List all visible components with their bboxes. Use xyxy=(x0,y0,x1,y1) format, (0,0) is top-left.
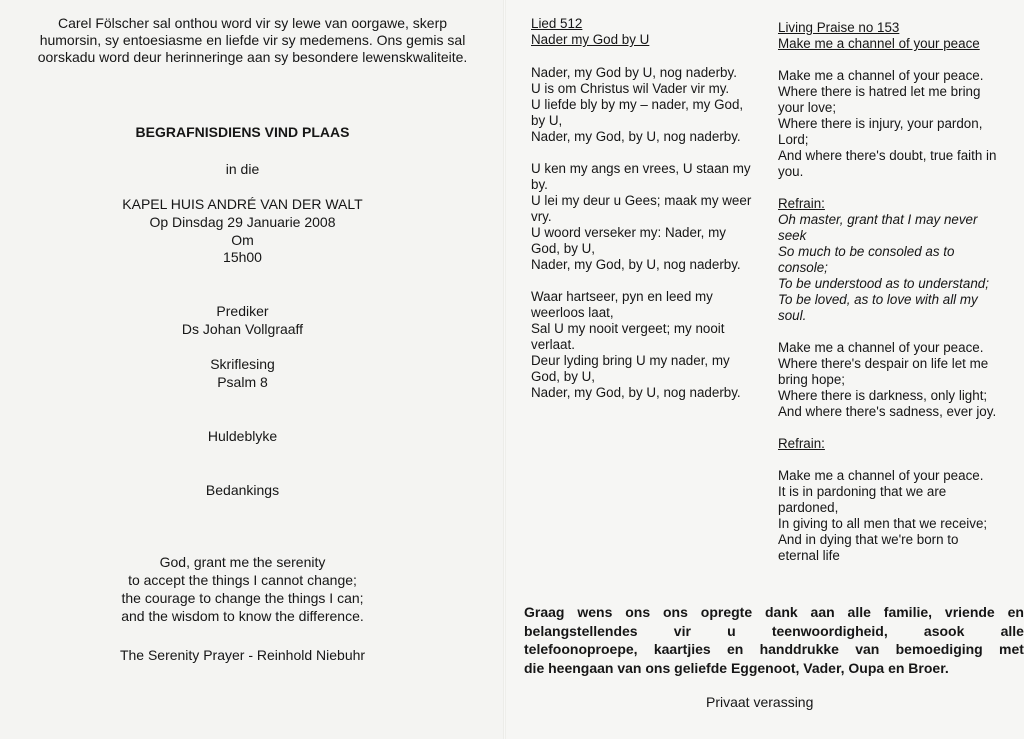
refrain-label: Refrain: xyxy=(778,196,825,211)
service-date: Op Dinsdag 29 Januarie 2008 xyxy=(149,214,336,230)
refrain-label: Refrain: xyxy=(778,436,825,451)
thanks-word: teenwoordigheid, xyxy=(771,622,888,639)
hymn-line: you. xyxy=(778,164,804,179)
om-text: Om xyxy=(231,232,254,248)
thanks-word: handdrukke xyxy=(759,641,839,657)
thanks-word: ons xyxy=(663,604,688,620)
left-page xyxy=(0,0,505,739)
hymn-line: In giving to all men that we receive; xyxy=(778,516,988,531)
hymn-line: Deur lyding bring U my nader, my xyxy=(531,353,730,368)
hymn-line: eternal life xyxy=(778,548,840,563)
thanks-word: vriende xyxy=(944,604,995,620)
prayer-line: to accept the things I cannot change; xyxy=(128,572,357,588)
hymn-line: Make me a channel of your peace. xyxy=(778,468,984,483)
hymn-line: And in dying that we're born to xyxy=(778,532,959,547)
hymn-line: U is om Christus wil Vader vir my. xyxy=(531,81,730,96)
huldeblyke: Huldeblyke xyxy=(207,428,278,444)
hymn-line: your love; xyxy=(778,100,837,115)
hymn-line: pardoned, xyxy=(778,500,839,515)
thanks-word: vir xyxy=(673,622,691,639)
intro-paragraph xyxy=(0,15,505,66)
prediker-label: Prediker xyxy=(216,303,269,319)
in-die-text: in die xyxy=(225,161,260,177)
hymn-line: Nader, my God by U, nog naderby. xyxy=(531,65,737,80)
prediker-name: Ds Johan Vollgraaff xyxy=(181,321,304,337)
hymn-living-praise-153 xyxy=(778,20,1008,564)
prayer-attribution: The Serenity Prayer - Reinhold Niebuhr xyxy=(119,647,366,663)
thanks-line-2 xyxy=(524,622,1024,641)
intro-line: humorsin, sy entoesiasme en liefde vir sy medemens. Ons gemis sal xyxy=(39,32,466,48)
hymn-line: U liefde bly by my – nader, my God, xyxy=(531,97,744,112)
hymn-line: by. xyxy=(531,177,548,192)
hymn-line: U lei my deur u Gees; maak my weer xyxy=(531,193,752,208)
hymn-line: Nader, my God, by U, nog naderby. xyxy=(531,257,741,272)
hymn-line: Where there is darkness, only light; xyxy=(778,388,988,403)
hymn-line: Nader, my God, by U, nog naderby. xyxy=(531,129,741,144)
thanks-word: belangstellendes xyxy=(524,622,638,639)
thanks-line-3 xyxy=(524,640,1024,659)
refrain-line: So much to be consoled as to xyxy=(778,244,955,259)
thanks-word: Graag xyxy=(524,604,565,620)
hymn-line: And where there's doubt, true faith in xyxy=(778,148,997,163)
service-time: 15h00 xyxy=(223,249,262,265)
thanks-word: asook xyxy=(923,622,965,639)
page-fold xyxy=(503,0,506,739)
service-heading: BEGRAFNISDIENS VIND PLAAS xyxy=(135,124,350,140)
hymn-line: verlaat. xyxy=(531,337,575,352)
hymn-line: Where there is injury, your pardon, xyxy=(778,116,983,131)
hymn-line: God, by U, xyxy=(531,369,596,384)
hymn-line: God, by U, xyxy=(531,241,596,256)
skriflesing-text: Psalm 8 xyxy=(217,374,268,390)
hymn-line: Make me a channel of your peace. xyxy=(778,68,984,83)
thanks-word: van xyxy=(855,641,880,657)
thanks-word: ons xyxy=(625,604,651,620)
hymn-lied-512 xyxy=(531,16,751,401)
hymn-line: Where there's despair on life let me xyxy=(778,356,989,371)
hymn-line: weerloos laat, xyxy=(531,305,614,320)
intro-line: Carel Fölscher sal onthou word vir sy lewe van oorgawe, skerp xyxy=(57,15,448,31)
hymn-number: Living Praise no 153 xyxy=(778,20,900,35)
thanks-word: dank xyxy=(764,604,798,620)
thanks-word: telefoonoproepe, xyxy=(524,641,638,657)
thanks-word: u xyxy=(727,622,736,639)
thanks-word: alle xyxy=(1000,622,1024,639)
private-cremation-note: Privaat verassing xyxy=(706,694,814,710)
hymn-line: by U, xyxy=(531,113,563,128)
thanks-word: bemoediging xyxy=(895,641,983,657)
intro-line: oorskadu word deur herinneringe aan sy besondere lewenskwaliteite. xyxy=(37,49,468,65)
hymn-line: U ken my angs en vrees, U staan my xyxy=(531,161,751,176)
thanks-word: wens xyxy=(577,604,613,620)
thanks-line-4: die heengaan van ons geliefde Eggenoot, Vader, Oupa en Broer. xyxy=(524,659,949,676)
prayer-line: the courage to change the things I can; xyxy=(121,590,364,606)
refrain-line: console; xyxy=(778,260,828,275)
prayer-line: and the wisdom to know the difference. xyxy=(121,608,364,624)
hymn-line: It is in pardoning that we are xyxy=(778,484,947,499)
thanks-word: en xyxy=(1007,604,1024,620)
hymn-number: Lied 512 xyxy=(531,16,583,31)
thanks-word: met xyxy=(999,641,1024,657)
hymn-line: bring hope; xyxy=(778,372,846,387)
hymn-line: Where there is hatred let me bring xyxy=(778,84,981,99)
serenity-prayer xyxy=(0,553,485,625)
hymn-line: Make me a channel of your peace. xyxy=(778,340,984,355)
hymn-line: And where there's sadness, ever joy. xyxy=(778,404,997,419)
hymn-line: Waar hartseer, pyn en leed my xyxy=(531,289,713,304)
refrain-line: seek xyxy=(778,228,807,243)
hymn-line: Nader, my God, by U, nog naderby. xyxy=(531,385,741,400)
hymn-line: vry. xyxy=(531,209,552,224)
thanks-word: alle xyxy=(847,604,871,620)
skriflesing-label: Skriflesing xyxy=(210,356,275,372)
refrain-line: Oh master, grant that I may never xyxy=(778,212,978,227)
hymn-line: Lord; xyxy=(778,132,809,147)
refrain-line: To be understood as to understand; xyxy=(778,276,989,291)
hymn-title: Make me a channel of your peace xyxy=(778,36,980,51)
refrain-line: soul. xyxy=(778,308,807,323)
thanks-word: familie, xyxy=(883,604,933,620)
thanks-word: aan xyxy=(810,604,835,620)
prayer-line: God, grant me the serenity xyxy=(159,554,326,570)
hymn-line: U woord verseker my: Nader, my xyxy=(531,225,726,240)
bedankings: Bedankings xyxy=(205,482,280,498)
hymn-title: Nader my God by U xyxy=(531,32,650,47)
thanks-word: kaartjies xyxy=(653,641,711,657)
thanks-word: opregte xyxy=(700,604,753,620)
thanks-line-1 xyxy=(524,603,1024,622)
thanks-paragraph xyxy=(524,603,1024,677)
hymn-line: Sal U my nooit vergeet; my nooit xyxy=(531,321,725,336)
venue: KAPEL HUIS ANDRÉ VAN DER WALT xyxy=(122,196,363,212)
thanks-word: en xyxy=(726,641,744,657)
refrain-line: To be loved, as to love with all my xyxy=(778,292,978,307)
